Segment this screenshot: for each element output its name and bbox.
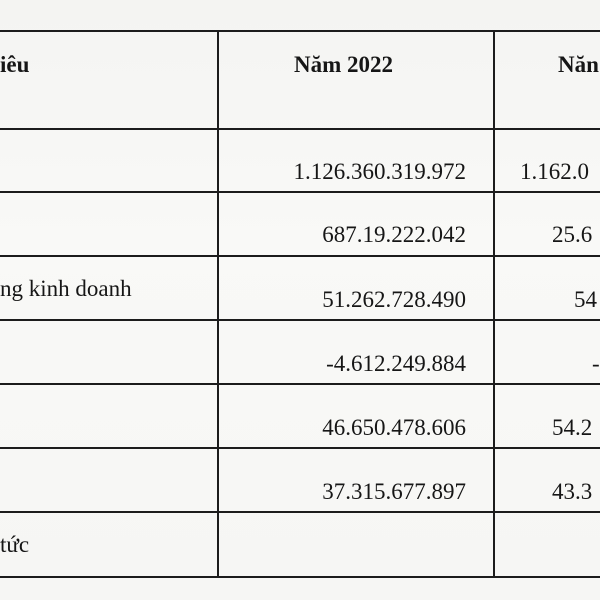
table-row-divider	[0, 255, 600, 257]
row-4-value-2023: -	[592, 351, 600, 376]
row-2-value-2023: 25.6	[552, 222, 593, 247]
table-top-border	[0, 30, 600, 32]
row-3-value-2022: 51.262.728.490	[322, 287, 466, 312]
table-row-divider	[0, 511, 600, 513]
row-2-value-2022: 687.19.222.042	[322, 222, 466, 247]
row-4-value-2022: -4.612.249.884	[326, 351, 466, 376]
row-1-value-2023: 1.162.0	[520, 159, 589, 184]
table-bottom-border	[0, 576, 600, 578]
table-row-divider	[0, 383, 600, 385]
row-3-label: ng kinh doanh	[0, 276, 132, 301]
table-header-divider	[0, 128, 600, 130]
table-row-divider	[0, 447, 600, 449]
row-5-value-2022: 46.650.478.606	[322, 415, 466, 440]
row-5-value-2023: 54.2	[552, 415, 593, 440]
table-row-divider	[0, 319, 600, 321]
header-col-indicator: iêu	[0, 52, 30, 77]
header-col-2022: Năm 2022	[294, 52, 394, 77]
row-3-value-2023: 54	[574, 287, 597, 312]
header-col-2023: Năn	[558, 52, 599, 77]
row-6-value-2023: 43.3	[552, 479, 593, 504]
row-6-value-2022: 37.315.677.897	[322, 479, 466, 504]
row-7-label: tức	[0, 532, 30, 557]
table-row-divider	[0, 191, 600, 193]
table-column-divider	[217, 30, 219, 578]
row-1-value-2022: 1.126.360.319.972	[293, 159, 466, 184]
table-column-divider	[493, 30, 495, 578]
